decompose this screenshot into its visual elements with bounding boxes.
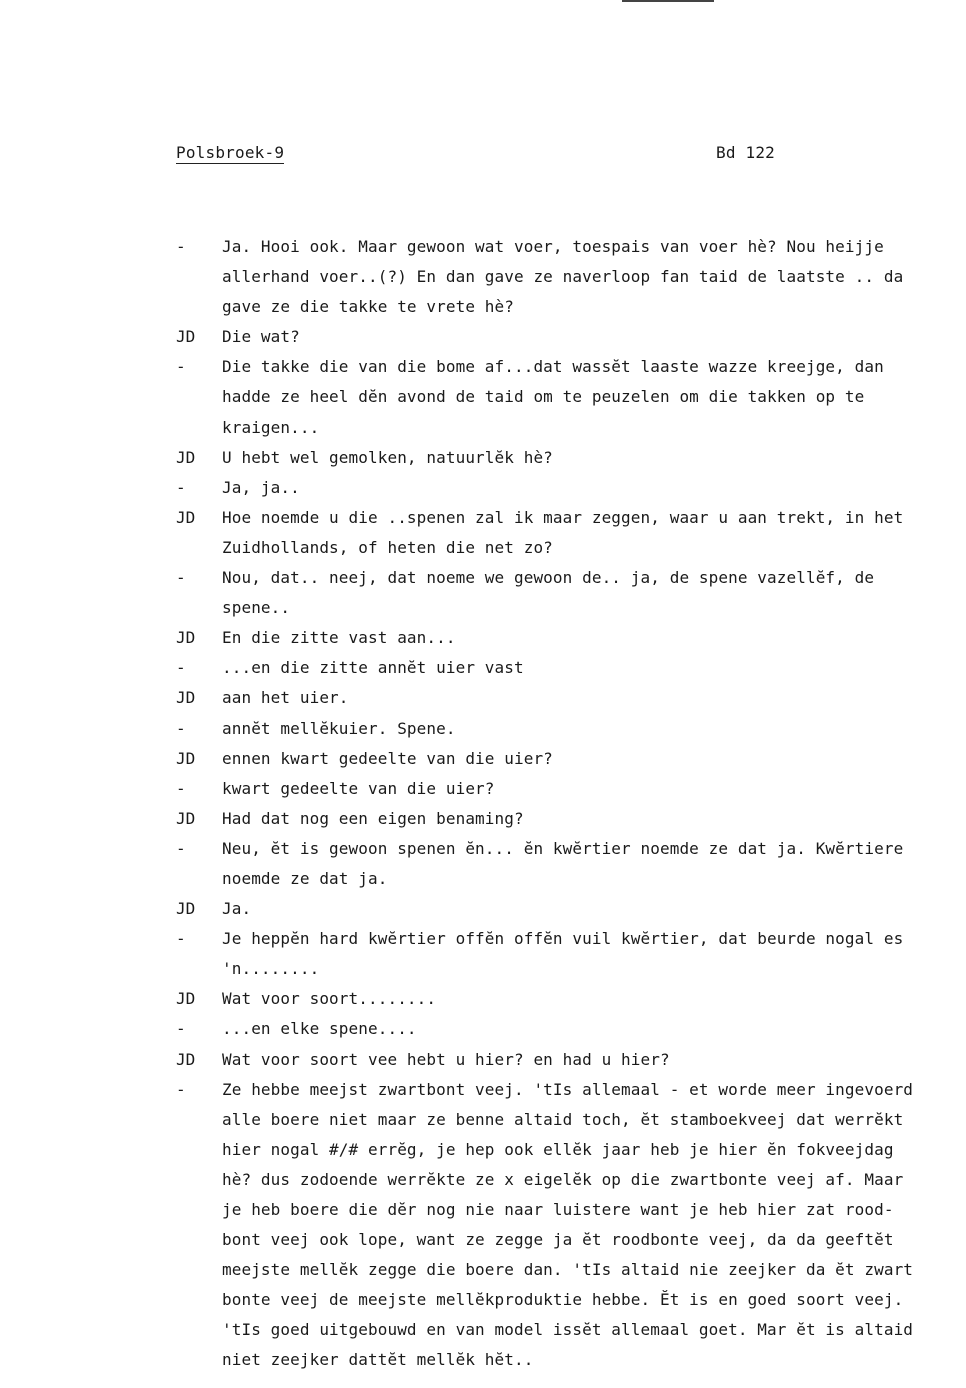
line-text: kraigen...: [222, 417, 320, 437]
speaker-marker: JD: [176, 808, 196, 828]
transcript-line: [0, 1285, 966, 1315]
transcript-line: [0, 1225, 966, 1255]
transcript-line: [0, 1105, 966, 1135]
speaker-marker: JD: [176, 748, 196, 768]
transcript-line: [0, 292, 966, 322]
transcript-line: [0, 473, 966, 503]
line-text: Wat voor soort vee hebt u hier? en had u hier?: [222, 1049, 670, 1069]
speaker-marker: -: [176, 658, 186, 678]
speaker-marker: JD: [176, 628, 196, 648]
transcript-line: [0, 714, 966, 744]
speaker-marker: -: [176, 357, 186, 377]
transcript-line: [0, 1345, 966, 1375]
transcript-line: [0, 352, 966, 382]
line-text: Neu, ĕt is gewoon spenen ĕn... ĕn kwĕrtier noemde ze dat ja. Kwĕrtiere: [222, 838, 904, 858]
line-text: ennen kwart gedeelte van die uier?: [222, 748, 553, 768]
transcript-line: [0, 804, 966, 834]
speaker-marker: JD: [176, 1049, 196, 1069]
line-text: alle boere niet maar ze benne altaid toch, ĕt stamboekveej dat werrĕkt: [222, 1109, 904, 1129]
transcript-line: [0, 623, 966, 653]
transcript-line: [0, 834, 966, 864]
line-text: hier nogal #/# errĕg, je hep ook ellĕk jaar heb je hier ĕn fokveejdag: [222, 1139, 894, 1159]
line-text: ...en die zitte annĕt uier vast: [222, 658, 524, 678]
line-text: Ja.: [222, 899, 252, 919]
line-text: niet zeejker dattĕt mellĕk hĕt..: [222, 1350, 534, 1370]
transcript-line: [0, 954, 966, 984]
line-text: kwart gedeelte van die uier?: [222, 778, 495, 798]
document-id: Polsbroek-9: [176, 143, 285, 162]
speaker-marker: JD: [176, 447, 196, 467]
transcript-line: [0, 924, 966, 954]
line-text: aan het uier.: [222, 688, 349, 708]
transcript-line: [0, 984, 966, 1014]
line-text: bonte veej de meejste mellĕkproduktie hebbe. Ĕt is en goed soort veej.: [222, 1290, 904, 1310]
speaker-marker: JD: [176, 989, 196, 1009]
line-text: allerhand voer..(?) En dan gave ze naverloop fan taid de laatste .. da: [222, 267, 904, 287]
transcript-line: [0, 443, 966, 473]
line-text: Die takke die van die bome af...dat wassĕt laaste wazze kreejge, dan: [222, 357, 884, 377]
transcript-line: [0, 744, 966, 774]
speaker-marker: -: [176, 1019, 186, 1039]
speaker-marker: -: [176, 929, 186, 949]
transcript-line: [0, 262, 966, 292]
line-text: 'n........: [222, 959, 320, 979]
transcript-line: [0, 1255, 966, 1285]
transcript-line: [0, 382, 966, 412]
transcript-line: [0, 1135, 966, 1165]
transcript-line: [0, 1045, 966, 1075]
transcript-line: [0, 683, 966, 713]
line-text: Had dat nog een eigen benaming?: [222, 808, 524, 828]
transcript-line: [0, 1014, 966, 1044]
transcript: [0, 232, 966, 1376]
transcript-line: [0, 503, 966, 533]
line-text: Ja. Hooi ook. Maar gewoon wat voer, toespais van voer hè? Nou heijje: [222, 237, 884, 256]
speaker-marker: -: [176, 568, 186, 588]
speaker-marker: -: [176, 838, 186, 858]
line-text: ...en elke spene....: [222, 1019, 417, 1039]
transcript-line: [0, 864, 966, 894]
speaker-marker: JD: [176, 507, 196, 527]
line-text: meejste mellĕk zegge die boere dan. 'tIs altaid nie zeejker da ĕt zwart: [222, 1260, 914, 1280]
speaker-marker: JD: [176, 688, 196, 708]
line-text: bont veej ook lope, want ze zegge ja ĕt roodbonte veej, da da geeftĕt: [222, 1230, 894, 1250]
transcript-line: [0, 1315, 966, 1345]
transcript-line: [0, 563, 966, 593]
line-text: Zuidhollands, of heten die net zo?: [222, 537, 553, 557]
speaker-marker: JD: [176, 327, 196, 347]
transcript-line: [0, 894, 966, 924]
transcript-line: [0, 232, 966, 262]
line-text: Die wat?: [222, 327, 300, 347]
transcript-line: [0, 774, 966, 804]
transcript-line: [0, 1195, 966, 1225]
top-rule: [622, 0, 714, 2]
speaker-marker: -: [176, 477, 186, 497]
line-text: noemde ze dat ja.: [222, 868, 388, 888]
line-text: Je heppĕn hard kwĕrtier offĕn offĕn vuil kwĕrtier, dat beurde nogal es: [222, 929, 904, 949]
tape-reference: Bd 122: [716, 143, 775, 162]
transcript-line: [0, 653, 966, 683]
speaker-marker: -: [176, 1079, 186, 1099]
line-text: je heb boere die dĕr nog nie naar luistere want je heb hier zat rood-: [222, 1200, 894, 1219]
line-text: Ja, ja..: [222, 477, 300, 497]
line-text: Nou, dat.. neej, dat noeme we gewoon de.. ja, de spene vazellĕf, de: [222, 568, 875, 588]
speaker-marker: -: [176, 778, 186, 798]
transcript-line: [0, 413, 966, 443]
line-text: Wat voor soort........: [222, 989, 437, 1009]
line-text: En die zitte vast aan...: [222, 628, 456, 648]
line-text: gave ze die takke te vrete hè?: [222, 297, 514, 317]
line-text: U hebt wel gemolken, natuurlĕk hè?: [222, 447, 553, 467]
transcript-line: [0, 322, 966, 352]
line-text: hadde ze heel dĕn avond de taid om te peuzelen om die takken op te: [222, 387, 865, 407]
transcript-line: [0, 1075, 966, 1105]
transcript-line: [0, 1165, 966, 1195]
line-text: Ze hebbe meejst zwartbont veej. 'tIs allemaal - et worde meer ingevoerd: [222, 1079, 914, 1099]
speaker-marker: -: [176, 718, 186, 738]
line-text: 'tIs goed uitgebouwd en van model issĕt allemaal goet. Mar ĕt is altaid: [222, 1320, 914, 1340]
line-text: hè? dus zodoende werrĕkte ze x eigelĕk op die zwartbonte veej af. Maar: [222, 1169, 904, 1189]
speaker-marker: -: [176, 237, 186, 256]
line-text: annĕt mellĕkuier. Spene.: [222, 718, 456, 738]
transcript-line: [0, 533, 966, 563]
speaker-marker: JD: [176, 899, 196, 919]
transcript-line: [0, 593, 966, 623]
line-text: spene..: [222, 598, 291, 618]
line-text: Hoe noemde u die ..spenen zal ik maar zeggen, waar u aan trekt, in het: [222, 507, 904, 527]
